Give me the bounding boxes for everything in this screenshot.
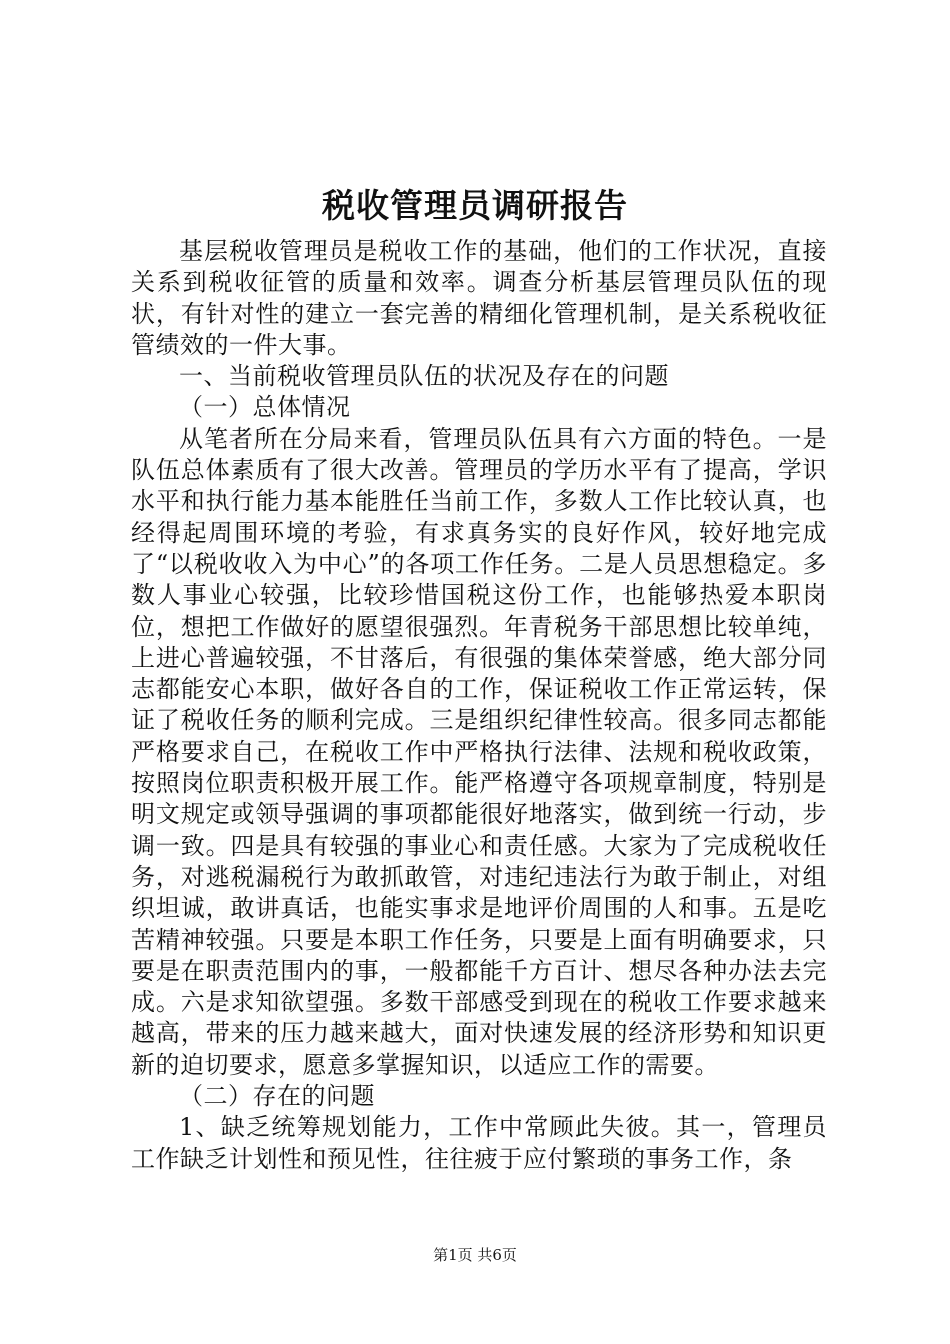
paragraph-overview: 从笔者所在分局来看，管理员队伍具有六方面的特色。一是队伍总体素质有了很大改善。管理员的学历水平有了提高，学识水平和执行能力基本能胜任当前工作，多数人工作比较认真，也经得起周围环境的考验，有求真务实的良好作风，较好地完成了“以税收收入为中心”的各项工作任务。二是人员思想稳定。多数人事业心较强，比较珍惜国税这份工作，也能够热爱本职岗位，想把工作做好的愿望很强烈。年青税务干部思想比较单纯，上进心普遍较强，不甘落后，有很强的集体荣誉感，绝大部分同志都能安心本职，做好各自的工作，保证税收工作正常运转，保证了税收任务的顺利完成。三是组织纪律性较高。很多同志都能严格要求自己，在税收工作中严格执行法律、法规和税收政策，按照岗位职责积极开展工作。能严格遵守各项规章制度，特别是明文规定或领导强调的事项都能很好地落实，做到统一行动，步调一致。四是具有较强的事业心和责任感。大家为了完成税收任务，对逃税漏税行为敢抓敢管，对违纪违法行为敢于制止，对组织坦诚，敢讲真话，也能实事求是地评价周围的人和事。五是吃苦精神较强。只要是本职工作任务，只要是上面有明确要求，只要是在职责范围内的事，一般都能千方百计、想尽各种办法去完成。六是求知欲望强。多数干部感受到现在的税收工作要求越来越高，带来的压力越来越大，面对快速发展的经济形势和知识更新的迫切要求，愿意多掌握知识，以适应工作的需要。 xyxy=(131,424,827,1079)
paragraph-problem-1: 1、缺乏统筹规划能力，工作中常顾此失彼。其一，管理员工作缺乏计划性和预见性，往往疲于应付繁琐的事务工作，条 xyxy=(131,1113,827,1173)
paragraph-intro: 基层税收管理员是税收工作的基础，他们的工作状况，直接关系到税收征管的质量和效率。调查分析基层管理员队伍的现状，有针对性的建立一套完善的精细化管理机制，是关系税收征管绩效的一件大事。 xyxy=(131,237,827,359)
document-title: 税收管理员调研报告 xyxy=(322,186,628,225)
subsection-heading-overview: （一）总体情况 xyxy=(179,393,351,422)
section-heading-1: 一、当前税收管理员队伍的状况及存在的问题 xyxy=(179,362,669,391)
page-number-footer: 第1页 共6页 xyxy=(433,1246,517,1264)
subsection-heading-problems: （二）存在的问题 xyxy=(179,1082,375,1111)
document-body xyxy=(131,236,827,1175)
